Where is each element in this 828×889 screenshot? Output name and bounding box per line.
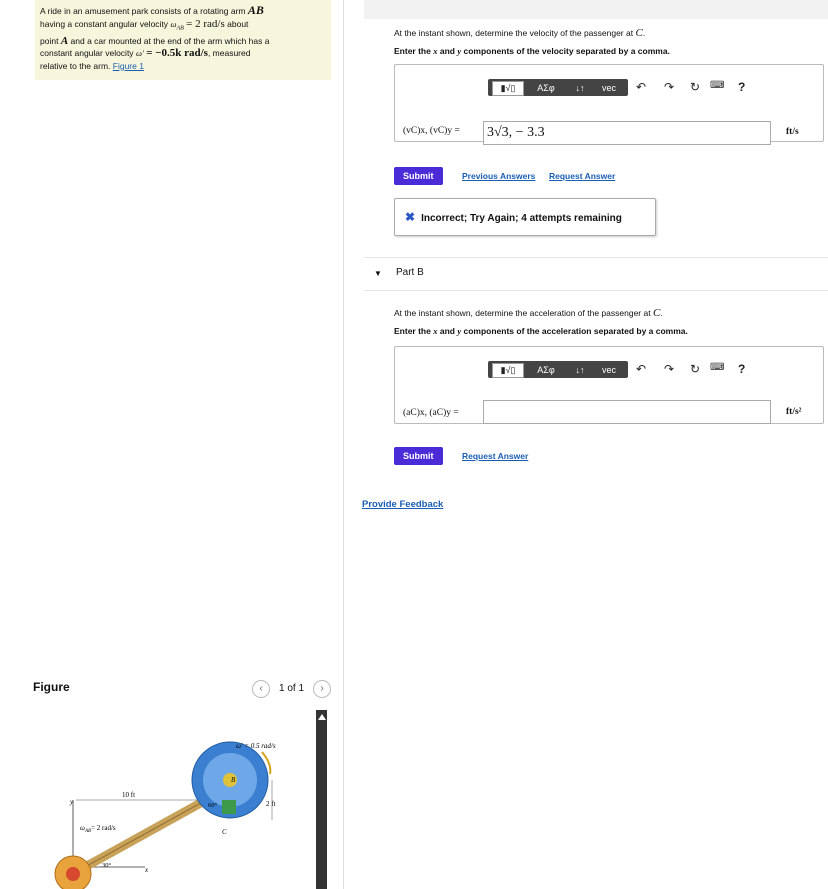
point-b-label: B <box>231 776 236 784</box>
symbols-button[interactable]: ΑΣφ <box>526 363 566 378</box>
chevron-left-icon[interactable]: ‹ <box>252 680 270 698</box>
part-b-header[interactable] <box>364 257 828 291</box>
passenger-seat <box>222 800 236 814</box>
provide-feedback-link[interactable]: Provide Feedback <box>362 499 444 510</box>
figure-scrollbar[interactable] <box>316 710 327 889</box>
keyboard-icon[interactable]: ⌨ <box>710 80 725 91</box>
angle-arm-label: 30° <box>102 862 112 869</box>
undo-icon[interactable]: ↶ <box>636 362 647 376</box>
radius-label: 2 ft <box>266 800 276 808</box>
math-toolbar <box>488 77 748 101</box>
redo-icon[interactable]: ↷ <box>664 362 675 376</box>
pager-text: 1 of 1 <box>279 683 305 694</box>
part-a-request-answer-link[interactable]: Request Answer <box>549 171 616 181</box>
part-a-lhs: (vC)x, (vC)y = <box>403 126 460 136</box>
chevron-right-icon[interactable]: › <box>313 680 331 698</box>
scroll-up-icon[interactable] <box>318 714 326 720</box>
part-a-answer-box <box>394 64 824 142</box>
part-b-answer-input[interactable] <box>483 400 771 424</box>
collapse-triangle-icon[interactable]: ▼ <box>374 269 382 278</box>
symbols-button[interactable]: ΑΣφ <box>526 81 566 96</box>
part-b-title: Part B <box>396 267 424 278</box>
pivot-a-hub <box>66 867 80 881</box>
figure-diagram <box>40 712 310 889</box>
angle-car-label: 60° <box>208 802 218 809</box>
incorrect-icon: ✖ <box>405 210 416 224</box>
feedback-message: ✖ Incorrect; Try Again; 4 attempts remaining <box>394 198 656 236</box>
x-axis-label: x <box>145 866 149 874</box>
keyboard-icon[interactable]: ⌨ <box>710 362 725 373</box>
help-icon[interactable]: ? <box>738 362 746 376</box>
part-a-submit-button[interactable]: Submit <box>394 167 443 185</box>
arrows-button[interactable]: ↓↑ <box>570 81 590 96</box>
omega-prime-label: ω′ = 0.5 rad/s <box>236 742 276 750</box>
y-axis-label: y <box>70 798 74 806</box>
figure-link[interactable]: Figure 1 <box>112 60 144 71</box>
templates-button[interactable]: ▮√▯ <box>492 363 524 378</box>
arrows-button[interactable]: ↓↑ <box>570 363 590 378</box>
part-b-lhs: (aC)x, (aC)y = <box>403 408 459 418</box>
part-a-unit: ft/s <box>786 127 799 137</box>
figure-pager <box>252 680 332 700</box>
part-a-answer-input[interactable]: 3√3, − 3.3 <box>483 121 771 145</box>
reset-icon[interactable]: ↻ <box>690 362 701 376</box>
part-a-question: At the instant shown, determine the velocity of the passenger at C. <box>394 27 646 39</box>
part-a-instruction: Enter the x and y components of the velocity separated by a comma. <box>394 46 670 56</box>
part-b-answer-box <box>394 346 824 424</box>
help-icon[interactable]: ? <box>738 80 746 94</box>
previous-answers-link[interactable]: Previous Answers <box>462 171 536 181</box>
problem-statement: A ride in an amusement park consists of a rotating arm AB having a constant angular velocity $\omega_{AB} = 2$ rad/s about point A and a car mounted at the end of the arm which has a constant angular velocity ω′ = −0.5k rad/s, measured relative to the arm. Figure 1 <box>35 0 331 80</box>
point-c-label: C <box>222 828 227 836</box>
part-b-question: At the instant shown, determine the acceleration of the passenger at C. <box>394 307 663 319</box>
part-b-request-answer-link[interactable]: Request Answer <box>462 451 529 461</box>
vec-button[interactable]: vec <box>594 81 624 96</box>
templates-button[interactable]: ▮√▯ <box>492 81 524 96</box>
math-toolbar <box>488 359 748 383</box>
part-b-instruction: Enter the x and y components of the acceleration separated by a comma. <box>394 326 688 336</box>
reset-icon[interactable]: ↻ <box>690 80 701 94</box>
redo-icon[interactable]: ↷ <box>664 80 675 94</box>
top-bar <box>364 0 828 19</box>
part-b-unit: ft/s² <box>786 407 802 417</box>
undo-icon[interactable]: ↶ <box>636 80 647 94</box>
part-b-submit-button[interactable]: Submit <box>394 447 443 465</box>
figure-heading: Figure <box>33 680 70 694</box>
left-panel <box>0 0 344 889</box>
length-label: 10 ft <box>122 791 136 799</box>
vec-button[interactable]: vec <box>594 363 624 378</box>
omega-ab-label: $\omega_{AB}= 2$ rad/s <box>80 824 116 834</box>
